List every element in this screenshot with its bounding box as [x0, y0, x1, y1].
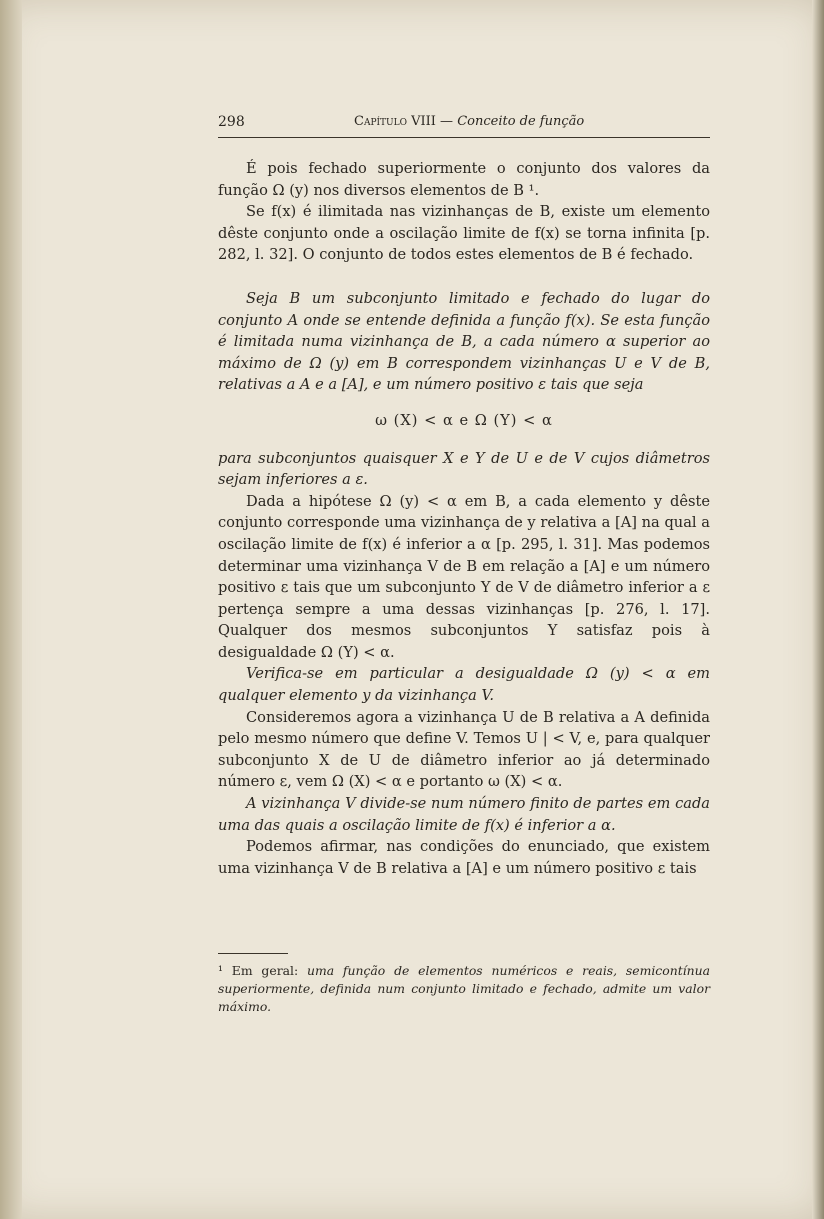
footnote-text: uma função de elementos numéricos e reais, semicontínua superiormente, definida num conjunto limitado e fechado, admite um valor máximo. [218, 963, 710, 1014]
footnote-lead: Em geral: [222, 963, 307, 978]
header-rule [218, 137, 710, 138]
page-number: 298 [218, 114, 245, 130]
footnote-marker: ¹ [218, 963, 223, 978]
footnote [218, 962, 710, 1016]
paragraph-4: Verifica-se em particular a desigualdade Ω (y) < α em qualquer elemento y da vizinhança V. [218, 665, 710, 705]
page-right-edge [812, 0, 824, 1219]
theorem-continuation: para subconjuntos quaisquer X e Y de U e de V cujos diâmetros sejam inferiores a ε. [218, 449, 710, 489]
page-left-edge [0, 0, 22, 1219]
paragraph-6: A vizinhança V divide-se num número finito de partes em cada uma das quais a oscilação limite de f(x) é inferior a α. [218, 795, 710, 834]
theorem-statement: Seja B um subconjunto limitado e fechado do lugar do conjunto A onde se entende definida a função f(x). Se esta função é limitada numa vizinhança de B, a cada número α superior ao máximo de Ω (y) em B correspondem vizinhanças U e V de B, relativas a A e a [A], e um número positivo ε tais que seja [218, 289, 710, 394]
paragraph-7: Podemos afirmar, nas condições do enunciado, que existem uma vizinhança V de B relativa a [A] e um número positivo ε tais [218, 838, 710, 877]
body-text [218, 158, 710, 879]
chapter-number: VIII — [407, 114, 458, 129]
paragraph-5: Consideremos agora a vizinhança U de B relativa a A definida pelo mesmo número que define V. Temos U | < V, e, para qualquer subconjunto X de U de diâmetro inferior ao já determinado número ε, vem Ω (X) < α e portanto ω (X) < α. [218, 708, 710, 791]
paragraph-3: Dada a hipótese Ω (y) < α em B, a cada elemento y dêste conjunto corresponde uma vizinhança de y relativa a [A] na qual a oscilação limite de f(x) é inferior a α [p. 295, l. 31]. Mas podemos determinar uma vizinhança V de B em relação a [A] e um número positivo ε tais que um subconjunto Y de V de diâmetro inferior a ε pertença sempre a uma dessas vizinhanças [p. 276, l. 17]. Qualquer dos mesmos subconjuntos Y satisfaz pois à desigualdade Ω (Y) < α. [218, 492, 710, 661]
formula: ω (X) < α e Ω (Y) < α [375, 411, 553, 429]
running-header [218, 114, 710, 134]
chapter-prefix: Capítulo [354, 114, 407, 129]
footnote-rule [218, 953, 288, 954]
chapter-heading [354, 114, 584, 129]
chapter-title: Conceito de função [457, 114, 585, 129]
paragraph-1: É pois fechado superiormente o conjunto dos valores da função Ω (y) nos diversos elementos de B ¹. [218, 160, 710, 199]
paragraph-2: Se f(x) é ilimitada nas vizinhanças de B, existe um elemento dêste conjunto onde a oscilação limite de f(x) se torna infinita [p. 282, l. 32]. O conjunto de todos estes elementos de B é fechado. [218, 203, 710, 264]
